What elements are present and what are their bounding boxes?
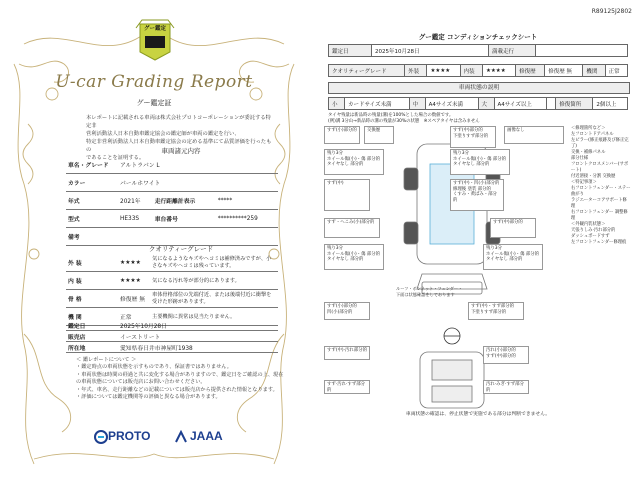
row-label: 所在地	[66, 342, 118, 353]
damage-box-front-right: すず(中)・すず部分的 下塗りすず部分的	[468, 302, 524, 320]
quality-desc: 主要機関に異常は見当たりません。	[150, 308, 278, 326]
table-row	[66, 342, 278, 353]
row-label-2: 車台番号	[153, 210, 216, 228]
table-row	[329, 65, 628, 77]
row-label: 型式	[66, 210, 118, 228]
row-value: 2021年	[118, 192, 153, 210]
vehicle-table	[66, 156, 278, 246]
proto-logo-text: PROTO	[108, 429, 151, 443]
cell	[547, 98, 556, 110]
damage-box-rear-right: すず(中)部分的 下塗りすず部分的	[450, 126, 496, 148]
row-label: カラー	[66, 174, 118, 192]
cell: ★★★★	[482, 65, 515, 77]
reference-number: R89125J2802	[591, 8, 632, 15]
row-value	[118, 228, 278, 246]
note-line: ・年式、車名、走行距離などの記載については販売店から提供された情報となります。	[76, 386, 278, 393]
table-row	[66, 210, 278, 228]
quality-stars: ★★★★	[118, 254, 150, 272]
damage-box-tire-rl: 残り3分 ホイール傷(小)・傷 部分的 タイヤなし 部分的	[324, 149, 384, 175]
damage-box-interior-bottom-right: 汚れ·みぎ·すず部分的	[483, 380, 529, 394]
legend-line: ラジエーターコアサポート修理	[571, 198, 627, 209]
size-legend-table	[328, 97, 628, 110]
damage-box-right-mid: すず(中)・凹(小)部分的 修理後 塗装 部分的 くすみ・黄ばみ・部分的	[450, 179, 504, 211]
report-notes	[76, 357, 286, 401]
quality-stars: 修復歴 無	[118, 290, 150, 308]
intro-line: 特定非営利活動法人日本自動車鑑定協会の定める基準にて品質評価を行ったもの	[86, 139, 272, 153]
table-row	[66, 192, 278, 210]
table-row	[66, 290, 278, 308]
damage-box-rear-left: すず(小)部分的	[324, 126, 360, 144]
quality-label: 内 装	[66, 272, 118, 290]
jaaa-logo-text: JAAA	[190, 429, 223, 443]
cell	[536, 45, 628, 57]
legend-line: 部分仕様	[571, 156, 589, 161]
row-value: イーストリート	[118, 331, 278, 342]
center-note: ルーフ・ボンネット・フェンダー・ 下面は状態確認をしております	[396, 286, 463, 297]
quality-desc: 車体骨格部位の先端付近、または後端付近に衝撃を受けた形跡があります。	[150, 290, 278, 308]
quality-label: 機 関	[66, 308, 118, 326]
intro-line: 本レポートに記載される車両は株式会社プロトコーポレーションが委託する特定非	[86, 115, 271, 129]
grading-ribbon-badge	[134, 14, 176, 62]
ribbon-label: グー鑑定	[143, 26, 166, 32]
grade-table	[328, 64, 628, 77]
cell: カードサイズ未満	[345, 98, 410, 110]
damage-box-tire-fr: 残り3分 ホイール傷(小)・傷 部分的 タイヤなし 部分的	[483, 244, 543, 270]
row-value: パールホワイト	[118, 174, 278, 192]
header-table	[328, 44, 628, 57]
cell: 2025年10月28日	[372, 45, 489, 57]
legend-line: ＜修理箇所など＞	[571, 126, 606, 131]
damage-box-right-door: すず(中)部分的	[490, 218, 536, 238]
legend-line: フロントクロスメンバー(サポート)	[571, 162, 629, 173]
cell: 大	[478, 98, 494, 110]
damage-box-rear-center: 交換歴	[364, 126, 394, 144]
quality-section-heading: クオリティーグレード	[148, 245, 214, 253]
row-label-2: 走行距離計表示	[153, 192, 216, 210]
note-line: タイヤ残量は新品時の残量(溝)を100%とした場合の数値です。	[328, 113, 454, 118]
inspection-table	[66, 320, 278, 353]
table-row	[66, 331, 278, 342]
row-value: 愛知県春日井市神屋町1938	[118, 342, 278, 353]
proto-logo-icon	[94, 430, 108, 444]
cell: 小	[329, 98, 345, 110]
quality-label: 外 装	[66, 254, 118, 272]
cell: 修復歴 無	[545, 65, 583, 77]
legend-line: 付近溶接・分割 交換歴	[571, 174, 616, 179]
quality-stars: 正常	[118, 308, 150, 326]
damage-box-front-left: すず(小)部分的 凹(小)部分的	[324, 302, 370, 320]
sheet-title: グー鑑定 コンディションチェックシート	[418, 33, 538, 41]
cell: A4サイズ以上	[494, 98, 547, 110]
note-line: ・車両状態は時間の経過と共に変化する場合がありますので、鑑定日をご確認の上、現在の車両状態については販売店にお問い合わせください。	[76, 371, 284, 386]
legend-line: ダッシュボードすず	[571, 234, 610, 239]
cell: 外装	[405, 65, 427, 77]
condition-check-sheet	[318, 4, 638, 476]
cell: 鑑定日	[329, 45, 372, 57]
legend-line: 左ピラー(修正痕跡及び修正完了)	[571, 138, 629, 149]
cell: クオリティーグレード	[329, 65, 405, 77]
note-line: ＜ 鑑レポートについて ＞	[76, 357, 137, 363]
certificate-subtitle: グー鑑定証	[136, 99, 172, 107]
cell: 修復箇所	[556, 98, 593, 110]
quality-table	[66, 254, 278, 326]
damage-box-interior-bottom-left: すず·汚れ·すず部分的	[324, 380, 370, 394]
vehicle-section-heading: 車両諸元内容	[161, 147, 201, 155]
table-row	[66, 254, 278, 272]
quality-label: 骨 格	[66, 290, 118, 308]
damage-box-rear-far-right: 画像なし	[504, 126, 564, 144]
repair-legend	[571, 126, 631, 246]
damage-box-interior-left: すず(中)·汚れ部分的	[324, 346, 370, 360]
jaaa-logo-icon	[174, 430, 188, 444]
intro-line: 営利活動法人日本自動車鑑定協会の鑑定師が車両の鑑定を行い、	[86, 131, 240, 137]
cell: 正常	[605, 65, 627, 77]
note-line: (例)溝 3分山→新品時の溝の残量が30%の状態 ※スペアタイヤは含みません	[328, 119, 480, 124]
legend-line: ＜特記事項＞	[571, 180, 597, 185]
row-value: アルトラパン L	[118, 156, 278, 174]
status-section-header: 車両状態の説明	[328, 82, 630, 94]
cell: ★★★★	[427, 65, 460, 77]
legend-line: 右フロントフェンダー 調整修理	[571, 210, 628, 221]
table-row	[66, 174, 278, 192]
legend-line: 左フロントドアパネル	[571, 132, 614, 137]
report-title: U-car Grading Report	[55, 72, 253, 92]
quality-desc: 気になるようなキズやヘコミは補修済みですが、小さなキズやヘコミは残っています。	[150, 254, 278, 272]
cell: 内装	[460, 65, 482, 77]
damage-box-interior-right: 汚れ(小)部分的 すず(中)部分的	[483, 346, 529, 364]
damage-box-left-door: すず・へこみ(小)部分的	[324, 218, 380, 238]
table-row	[66, 228, 278, 246]
legend-line: ＜外観内装状態＞	[571, 222, 606, 227]
damage-box-left-mid: すず(中)	[324, 179, 370, 211]
legend-line: 交換・補修パネル	[571, 150, 606, 155]
row-label: 販売店	[66, 331, 118, 342]
grading-certificate	[4, 4, 304, 476]
note-line: ・鑑定時点の車両状態を示すものであり、保証書ではありません。	[76, 364, 232, 371]
note-line: ・評価については鑑定機関等の評価と異なる場合があります。	[76, 394, 221, 401]
cell: 機関	[583, 65, 605, 77]
table-row	[66, 272, 278, 290]
damage-box-tire-rr: 残り3分 ホイール傷(小)・傷 部分的 タイヤなし 部分的	[450, 149, 510, 175]
cell: 中	[409, 98, 425, 110]
row-value: HE33S	[118, 210, 153, 228]
cell: A4サイズ未満	[425, 98, 478, 110]
row-label: 鑑定日	[66, 320, 118, 331]
table-row	[329, 45, 628, 57]
damage-box-tire-fl: 残り3分 ホイール傷(小)・傷 部分的 タイヤなし 部分的	[324, 244, 384, 270]
legend-line: 右フロントフェンダー・ステー曲がり	[571, 186, 631, 197]
cell: 修復歴	[516, 65, 545, 77]
row-label: 車名・グレード	[66, 156, 118, 174]
cell: 満載走行	[489, 45, 536, 57]
quality-desc: 気になる汚れ等が部分的にあります。	[150, 272, 278, 290]
table-row	[66, 156, 278, 174]
row-label: 備考	[66, 228, 118, 246]
table-row	[66, 320, 278, 331]
row-value-2: **********259	[216, 210, 278, 228]
cell: 2個以上	[593, 98, 628, 110]
row-value: 2025年10月28日	[118, 320, 278, 331]
legend-line: 天張りしみ·汚れ部分的	[571, 228, 616, 233]
table-row	[329, 98, 628, 110]
sheet-footer-note: 車両状態の確認は、停止状態で実施である部分は判断できません。	[405, 412, 551, 417]
legend-line: 左フロントフェンダー修理痕	[571, 240, 627, 245]
row-label: 年式	[66, 192, 118, 210]
quality-stars: ★★★★	[118, 272, 150, 290]
intro-line: であることを証明する。	[86, 155, 145, 161]
row-value-2: *****	[216, 192, 278, 210]
